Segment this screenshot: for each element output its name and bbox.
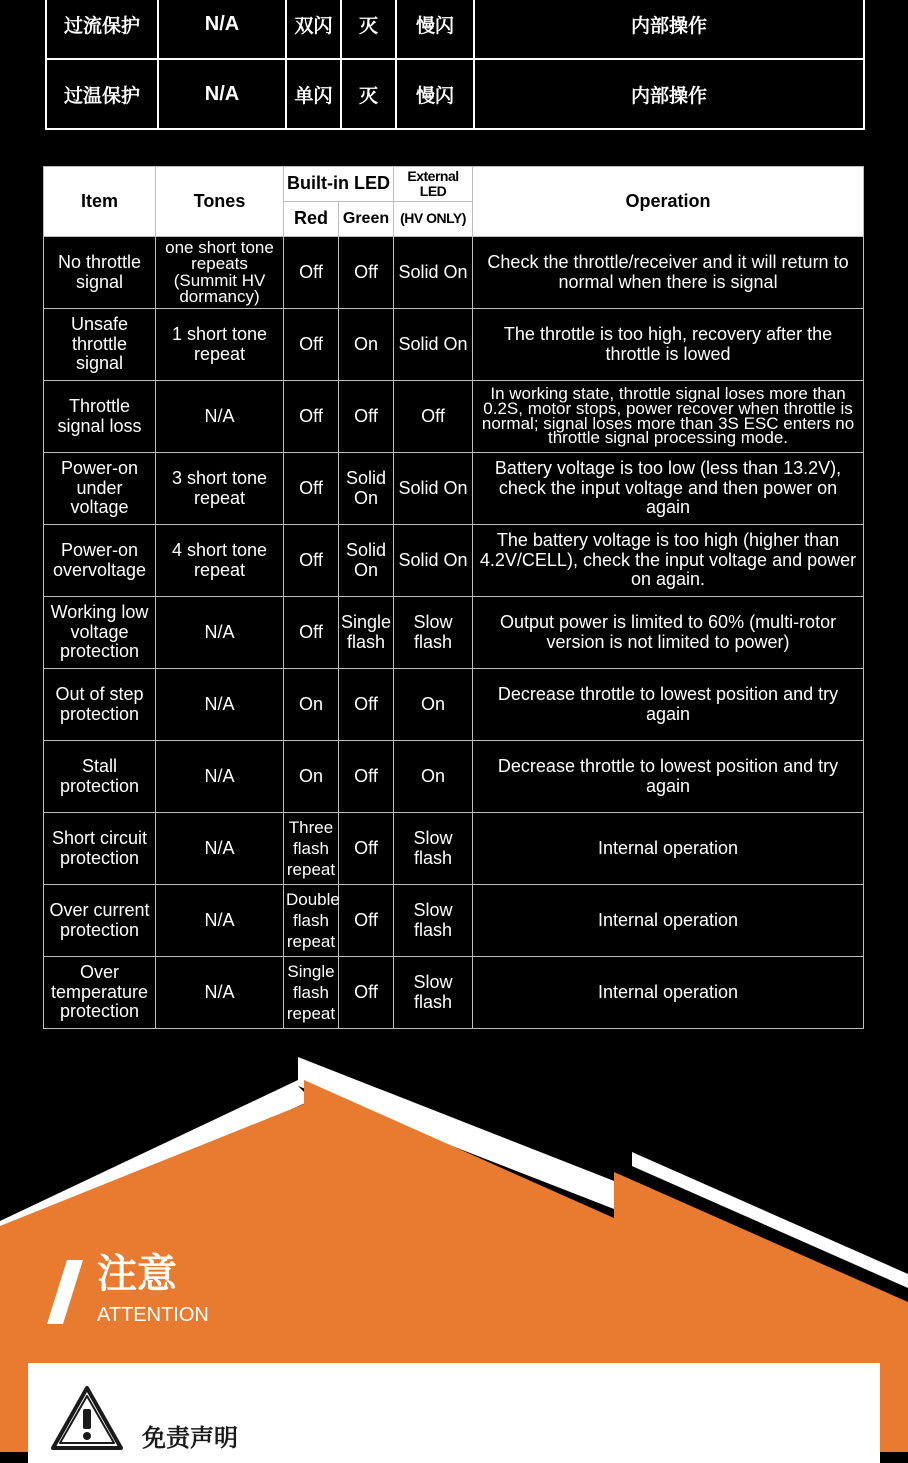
external-led-cell: Solid On — [394, 237, 473, 309]
green-led-cell: 灭 — [341, 59, 396, 129]
operation-cell: Internal operation — [473, 813, 864, 885]
green-led-cell: Solid On — [339, 453, 394, 525]
green-led-cell: Off — [339, 957, 394, 1029]
green-led-cell: Off — [339, 741, 394, 813]
operation-cell: Battery voltage is too low (less than 13.2V), check the input voltage and then power on again — [473, 453, 864, 525]
green-led-cell: Off — [339, 885, 394, 957]
tones-cell: N/A — [156, 381, 284, 453]
external-led-cell: Slow flash — [394, 885, 473, 957]
header-item: Item — [44, 167, 156, 237]
operation-cell: 内部操作 — [474, 59, 864, 129]
table-row — [44, 957, 864, 1029]
table-row — [44, 309, 864, 381]
red-led-cell: Three flash repeat — [284, 813, 339, 885]
item-cell: Over temperature protection — [44, 957, 156, 1029]
red-led-cell: Off — [284, 597, 339, 669]
table-row — [44, 741, 864, 813]
tones-cell: 4 short tone repeat — [156, 525, 284, 597]
external-led-cell: On — [394, 741, 473, 813]
red-led-cell: Off — [284, 525, 339, 597]
red-led-cell: Off — [284, 237, 339, 309]
operation-cell: Check the throttle/receiver and it will return to normal when there is signal — [473, 237, 864, 309]
tones-cell: N/A — [156, 957, 284, 1029]
table-row — [44, 597, 864, 669]
disclaimer-title: 免责声明 — [142, 1424, 238, 1452]
operation-cell: Output power is limited to 60% (multi-rotor version is not limited to power) — [473, 597, 864, 669]
external-led-cell: Solid On — [394, 309, 473, 381]
operation-cell: Internal operation — [473, 957, 864, 1029]
item-cell: Out of step protection — [44, 669, 156, 741]
tones-cell: N/A — [158, 0, 286, 59]
item-cell: Short circuit protection — [44, 813, 156, 885]
header-green: Green — [339, 202, 394, 237]
header-builtin-led: Built-in LED — [284, 167, 394, 202]
external-led-cell: 慢闪 — [396, 0, 474, 59]
external-led-cell: Off — [394, 381, 473, 453]
external-led-cell: 慢闪 — [396, 59, 474, 129]
external-led-cell: Slow flash — [394, 813, 473, 885]
tones-cell: N/A — [158, 59, 286, 129]
red-led-cell: Single flash repeat — [284, 957, 339, 1029]
green-led-cell: Off — [339, 237, 394, 309]
external-led-cell: Solid On — [394, 525, 473, 597]
operation-cell: Decrease throttle to lowest position and try again — [473, 741, 864, 813]
item-cell: Power-on overvoltage — [44, 525, 156, 597]
warning-triangle-icon — [50, 1385, 124, 1451]
table-row — [44, 453, 864, 525]
green-led-cell: 灭 — [341, 0, 396, 59]
tones-cell: 3 short tone repeat — [156, 453, 284, 525]
item-cell: Over current protection — [44, 885, 156, 957]
tones-cell: N/A — [156, 597, 284, 669]
header-hv-only: (HV ONLY) — [394, 202, 473, 237]
table-row — [44, 885, 864, 957]
red-led-cell: Off — [284, 309, 339, 381]
header-operation: Operation — [473, 167, 864, 237]
external-led-cell: Slow flash — [394, 957, 473, 1029]
red-led-cell: Double flash repeat — [284, 885, 339, 957]
external-led-cell: On — [394, 669, 473, 741]
tones-cell: one short tone repeats (Summit HV dormancy) — [156, 237, 284, 309]
green-led-cell: Off — [339, 669, 394, 741]
item-cell: Stall protection — [44, 741, 156, 813]
tones-cell: 1 short tone repeat — [156, 309, 284, 381]
item-cell: Unsafe throttle signal — [44, 309, 156, 381]
header-tones: Tones — [156, 167, 284, 237]
tones-cell: N/A — [156, 669, 284, 741]
tones-cell: N/A — [156, 813, 284, 885]
operation-cell: Decrease throttle to lowest position and try again — [473, 669, 864, 741]
item-cell: Power-on under voltage — [44, 453, 156, 525]
green-led-cell: On — [339, 309, 394, 381]
item-cell: Throttle signal loss — [44, 381, 156, 453]
red-led-cell: 单闪 — [286, 59, 341, 129]
red-led-cell: Off — [284, 453, 339, 525]
operation-cell: 内部操作 — [474, 0, 864, 59]
table-row — [46, 0, 864, 59]
green-led-cell: Solid On — [339, 525, 394, 597]
header-row — [44, 167, 864, 202]
table-row — [44, 813, 864, 885]
external-led-cell: Slow flash — [394, 597, 473, 669]
item-cell: 过温保护 — [46, 59, 158, 129]
item-cell: No throttle signal — [44, 237, 156, 309]
table-row — [44, 669, 864, 741]
header-external-led: External LED — [394, 167, 473, 202]
en-protection-table — [43, 166, 864, 1029]
table-row — [46, 59, 864, 129]
operation-cell: Internal operation — [473, 885, 864, 957]
red-led-cell: Off — [284, 381, 339, 453]
external-led-cell: Solid On — [394, 453, 473, 525]
green-led-cell: Off — [339, 381, 394, 453]
attention-subtitle: ATTENTION — [97, 1304, 209, 1326]
item-cell: 过流保护 — [46, 0, 158, 59]
tones-cell: N/A — [156, 885, 284, 957]
attention-title: 注意 — [97, 1251, 177, 1297]
green-led-cell: Single flash — [339, 597, 394, 669]
operation-cell: The throttle is too high, recovery after the throttle is lowed — [473, 309, 864, 381]
table-row — [44, 381, 864, 453]
red-led-cell: On — [284, 741, 339, 813]
table-row — [44, 237, 864, 309]
cn-protection-table — [45, 0, 865, 130]
tones-cell: N/A — [156, 741, 284, 813]
item-cell: Working low voltage protection — [44, 597, 156, 669]
red-led-cell: 双闪 — [286, 0, 341, 59]
green-led-cell: Off — [339, 813, 394, 885]
operation-cell: In working state, throttle signal loses more than 0.2S, motor stops, power recover when throttle is normal; signal loses more than 3S ESC enters no throttle signal processing mode. — [473, 381, 864, 453]
operation-cell: The battery voltage is too high (higher than 4.2V/CELL), check the input voltage and power on again. — [473, 525, 864, 597]
table-row — [44, 525, 864, 597]
red-led-cell: On — [284, 669, 339, 741]
header-red: Red — [284, 202, 339, 237]
slash-mark-icon — [47, 1260, 83, 1324]
